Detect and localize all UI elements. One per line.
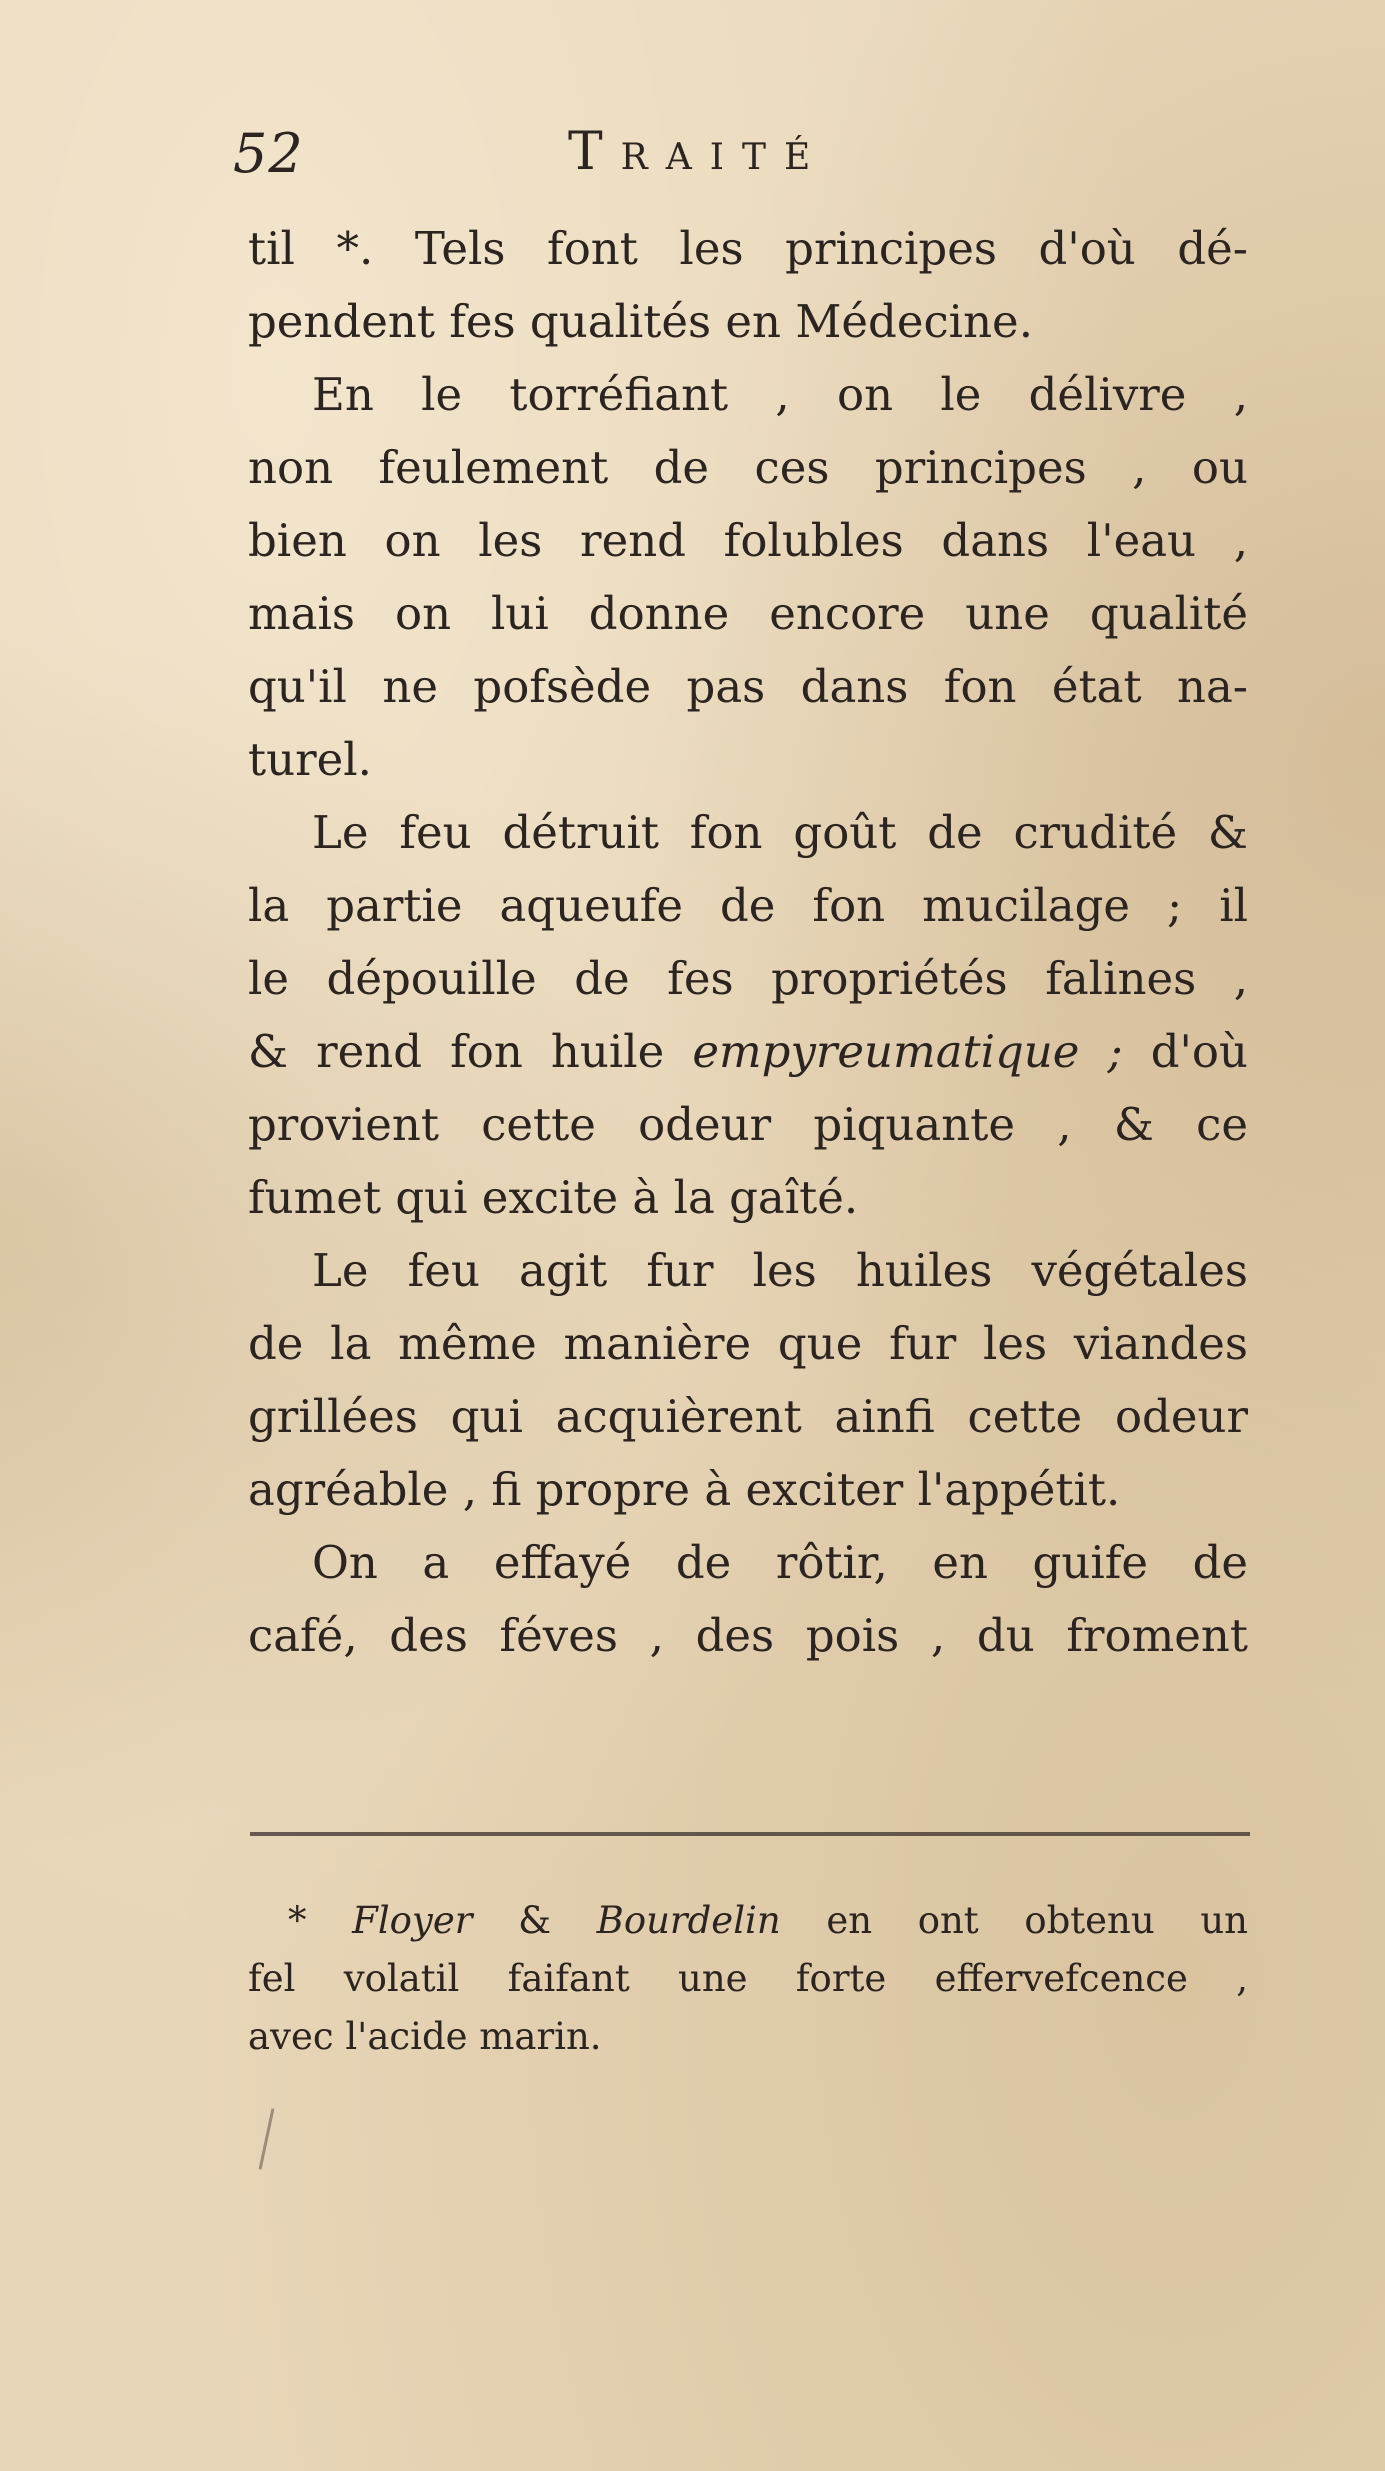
text-line: til *. Tels font les principes d'où dé- [248, 222, 1248, 275]
footnote-author: Bourdelin [596, 1899, 781, 1942]
text-line: non feulement de ces principes , ou [248, 441, 1248, 494]
pencil-mark [259, 2108, 275, 2169]
text-line-mixed [248, 1015, 1248, 1088]
footnote [248, 1892, 1248, 2066]
text-line: la partie aqueufe de fon mucilage ; il [248, 879, 1248, 932]
text-line: provient cette odeur piquante , & ce [248, 1098, 1248, 1151]
text-line: grillées qui acquièrent ainfi cette odeur [248, 1390, 1248, 1443]
text-line: pendent fes qualités en Médecine. [248, 295, 1033, 348]
footnote-marker: * [288, 1899, 307, 1942]
text-line: turel. [248, 733, 372, 786]
text-line: Le feu détruit fon goût de crudité & [312, 806, 1248, 859]
footnote-line: fel volatil faifant une forte effervefcence , [248, 1957, 1248, 2000]
text-line: café, des féves , des pois , du froment [248, 1609, 1248, 1662]
text-line: agréable , fi propre à exciter l'appétit. [248, 1463, 1121, 1516]
text-line: fumet qui excite à la gaîté. [248, 1171, 859, 1224]
text-line: bien on les rend folubles dans l'eau , [248, 514, 1248, 567]
text-line: Le feu agit fur les huiles végétales [312, 1244, 1248, 1297]
text-line: de la même manière que fur les viandes [248, 1317, 1248, 1370]
text-segment: d'où [1150, 1025, 1248, 1078]
footnote-conjunction: & [518, 1899, 551, 1942]
text-line: le dépouille de fes propriétés falines , [248, 952, 1248, 1005]
running-title: Traité [568, 122, 829, 182]
page-number: 52 [233, 122, 304, 185]
page-header [233, 122, 953, 202]
footnote-author: Floyer [352, 1899, 473, 1942]
text-line: mais on lui donne encore une qualité [248, 587, 1248, 640]
footnote-line [248, 1892, 1248, 1950]
text-line: qu'il ne pofsède pas dans fon état na- [248, 660, 1248, 713]
text-segment: & rend fon huile [248, 1025, 665, 1078]
footnote-line: avec l'acide marin. [248, 2015, 602, 2058]
text-line: On a effayé de rôtir, en guife de [312, 1536, 1248, 1589]
footnote-divider [250, 1832, 1250, 1836]
main-text [248, 212, 1248, 1672]
footnote-text: en ont obtenu un [826, 1899, 1248, 1942]
text-line: En le torréfiant , on le délivre , [312, 368, 1248, 421]
italic-term: empyreumatique ; [692, 1025, 1123, 1078]
